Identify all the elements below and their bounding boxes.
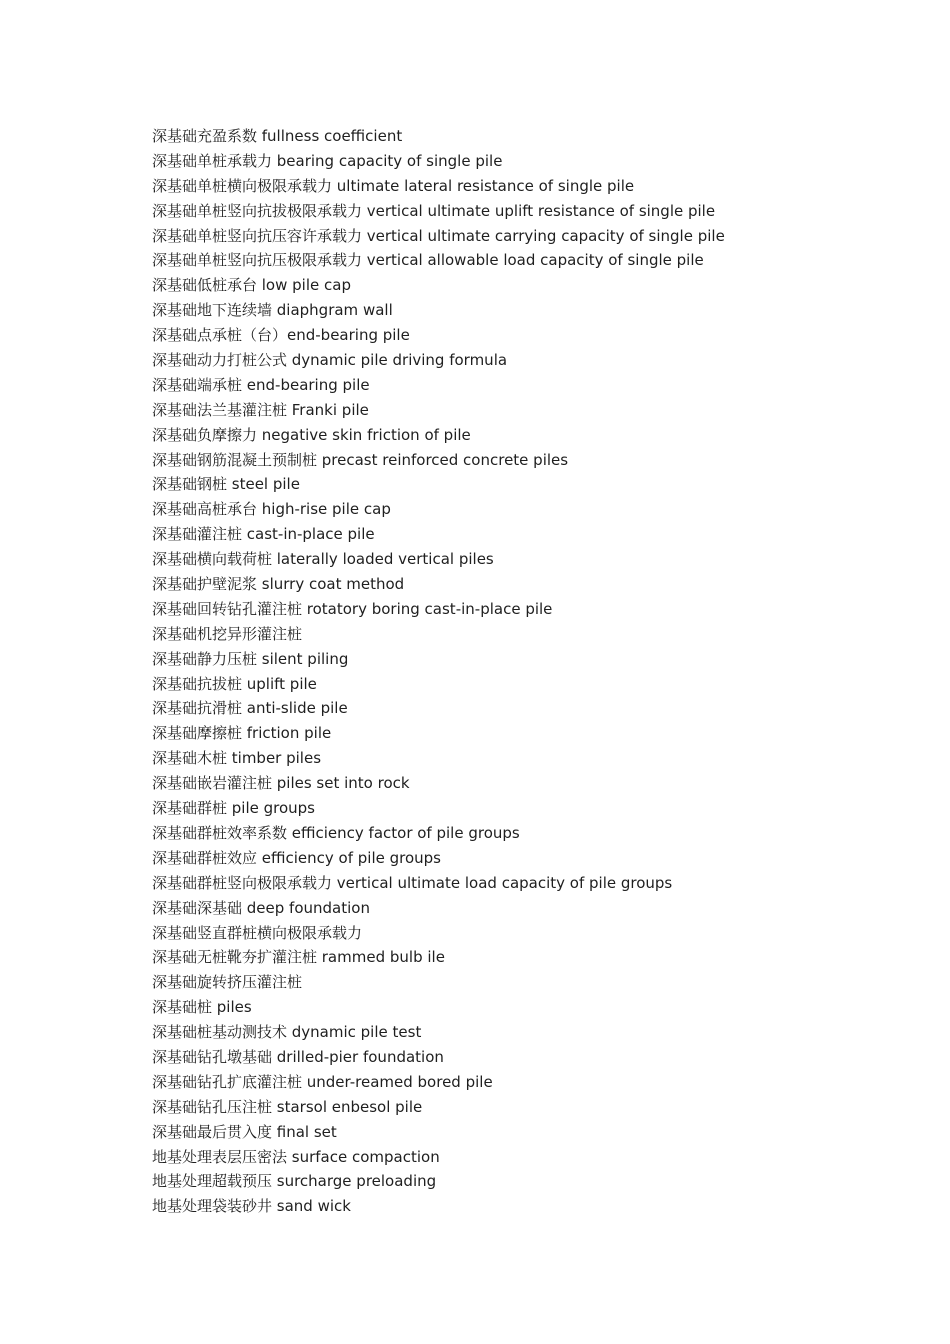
glossary-line: 深基础点承桩（台）end-bearing pile [152,326,410,345]
glossary-line: 深基础低桩承台 low pile cap [152,276,351,295]
glossary-line: 深基础单桩竖向抗压极限承载力 vertical allowable load capacity of single pile [152,251,704,270]
glossary-line: 深基础静力压桩 silent piling [152,649,349,668]
glossary-line: 深基础单桩承载力 bearing capacity of single pile [152,151,503,170]
glossary-line: 深基础抗拔桩 uplift pile [152,674,317,693]
glossary-line: 深基础群桩竖向极限承载力 vertical ultimate load capacity of pile groups [152,873,673,892]
glossary-line: 地基处理超载预压 surcharge preloading [152,1172,437,1191]
glossary-line: 地基处理表层压密法 surface compaction [152,1147,440,1166]
glossary-line: 深基础充盈系数 fullness coefficient [152,127,403,145]
glossary-line: 深基础负摩擦力 negative skin friction of pile [152,425,471,444]
glossary-line: 深基础旋转挤压灌注桩 [152,973,303,992]
glossary-line: 深基础回转钻孔灌注桩 rotatory boring cast-in-place pile [152,599,553,618]
glossary-line: 深基础最后贯入度 final set [152,1122,337,1141]
glossary-line: 深基础无桩靴夯扩灌注桩 rammed bulb ile [152,948,445,967]
glossary-line: 深基础摩擦桩 friction pile [152,724,332,743]
glossary-line: 深基础群桩 pile groups [152,799,316,818]
glossary-line: 深基础钢筋混凝土预制桩 precast reinforced concrete piles [152,450,569,469]
glossary-line: 深基础钻孔扩底灌注桩 under-reamed bored pile [152,1072,493,1091]
glossary-line: 深基础桩基动测技术 dynamic pile test [152,1023,422,1042]
glossary-line: 深基础木桩 timber piles [152,749,322,768]
glossary-line: 深基础嵌岩灌注桩 piles set into rock [152,774,410,793]
glossary-line: 深基础钻孔墩基础 drilled-pier foundation [152,1047,444,1066]
glossary-line: 深基础单桩竖向抗压容许承载力 vertical ultimate carrying capacity of single pile [152,226,725,245]
glossary-line: 深基础抗滑桩 anti-slide pile [152,699,348,718]
glossary-line: 深基础机挖异形灌注桩 [152,624,303,643]
glossary-line: 深基础单桩横向极限承载力 ultimate lateral resistance of single pile [152,176,635,195]
glossary-line: 深基础法兰基灌注桩 Franki pile [152,400,369,419]
glossary-line: 深基础桩 piles [152,998,252,1017]
glossary-line: 深基础高桩承台 high-rise pile cap [152,500,391,519]
glossary-line: 深基础深基础 deep foundation [152,898,370,917]
glossary-line: 地基处理袋装砂井 sand wick [152,1197,351,1216]
glossary-line: 深基础动力打桩公式 dynamic pile driving formula [152,351,508,370]
glossary-line: 深基础钢桩 steel pile [152,475,300,494]
glossary-line: 深基础端承桩 end-bearing pile [152,375,370,394]
glossary-line: 深基础群桩效应 efficiency of pile groups [152,848,441,867]
glossary-line: 深基础护壁泥浆 slurry coat method [152,575,405,594]
glossary-line: 深基础竖直群桩横向极限承载力 [152,923,363,942]
glossary-line: 深基础灌注桩 cast-in-place pile [152,525,375,544]
glossary-line: 深基础横向载荷桩 laterally loaded vertical piles [152,550,494,569]
glossary-line: 深基础单桩竖向抗拔极限承载力 vertical ultimate uplift resistance of single pile [152,201,716,220]
glossary-line: 深基础群桩效率系数 efficiency factor of pile groups [152,823,520,842]
glossary-line: 深基础钻孔压注桩 starsol enbesol pile [152,1097,423,1116]
glossary-term-list [152,124,872,1219]
glossary-line: 深基础地下连续墙 diaphgram wall [152,301,393,320]
